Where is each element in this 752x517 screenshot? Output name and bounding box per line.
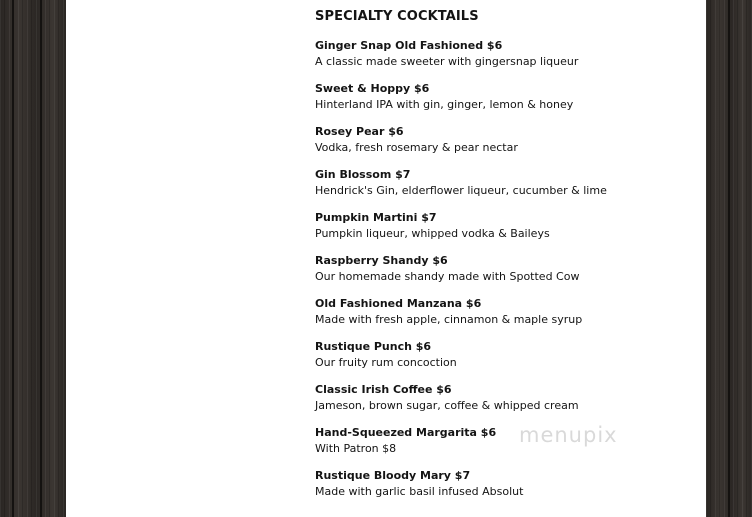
menu-item [315, 339, 695, 382]
section-title: SPECIALTY COCKTAILS [315, 9, 479, 24]
menu-item [315, 296, 695, 339]
menu-item-description: Vodka, fresh rosemary & pear nectar [315, 141, 518, 154]
menu-item [315, 425, 695, 468]
menu-item-name: Sweet & Hoppy $6 [315, 82, 430, 95]
menu-item-description: Pumpkin liqueur, whipped vodka & Baileys [315, 227, 550, 240]
menu-item-description: Hinterland IPA with gin, ginger, lemon & honey [315, 98, 574, 111]
cocktail-menu [315, 9, 695, 511]
menu-item-description: Made with garlic basil infused Absolut [315, 485, 524, 498]
wood-plank-seam [40, 0, 42, 517]
menu-item-description: Hendrick's Gin, elderflower liqueur, cucumber & lime [315, 184, 607, 197]
menu-item-name: Rosey Pear $6 [315, 125, 404, 138]
menu-item [315, 167, 695, 210]
menu-item [315, 124, 695, 167]
menu-item-name: Raspberry Shandy $6 [315, 254, 448, 267]
menu-item-description: Made with fresh apple, cinnamon & maple syrup [315, 313, 583, 326]
wood-plank-seam [728, 0, 730, 517]
menu-item [315, 38, 695, 81]
menu-item-name: Gin Blossom $7 [315, 168, 411, 181]
menu-item [315, 253, 695, 296]
menu-item-name: Ginger Snap Old Fashioned $6 [315, 39, 503, 52]
menu-item-description: Our homemade shandy made with Spotted Cow [315, 270, 580, 283]
wood-background-right [706, 0, 752, 517]
menu-item [315, 81, 695, 124]
wood-plank-seam [12, 0, 14, 517]
menu-item-name: Old Fashioned Manzana $6 [315, 297, 482, 310]
menu-item-name: Rustique Bloody Mary $7 [315, 469, 471, 482]
menu-item [315, 210, 695, 253]
menu-item [315, 468, 695, 511]
watermark-logo: menupix [519, 423, 618, 447]
menu-item-name: Pumpkin Martini $7 [315, 211, 437, 224]
menu-item-description: With Patron $8 [315, 442, 397, 455]
menu-item-description: Our fruity rum concoction [315, 356, 457, 369]
menu-item-description: Jameson, brown sugar, coffee & whipped cream [315, 399, 579, 412]
menu-item [315, 382, 695, 425]
wood-background-left [0, 0, 66, 517]
menu-item-description: A classic made sweeter with gingersnap liqueur [315, 55, 579, 68]
menu-item-name: Rustique Punch $6 [315, 340, 432, 353]
menu-item-name: Classic Irish Coffee $6 [315, 383, 452, 396]
menu-item-name: Hand-Squeezed Margarita $6 [315, 426, 497, 439]
